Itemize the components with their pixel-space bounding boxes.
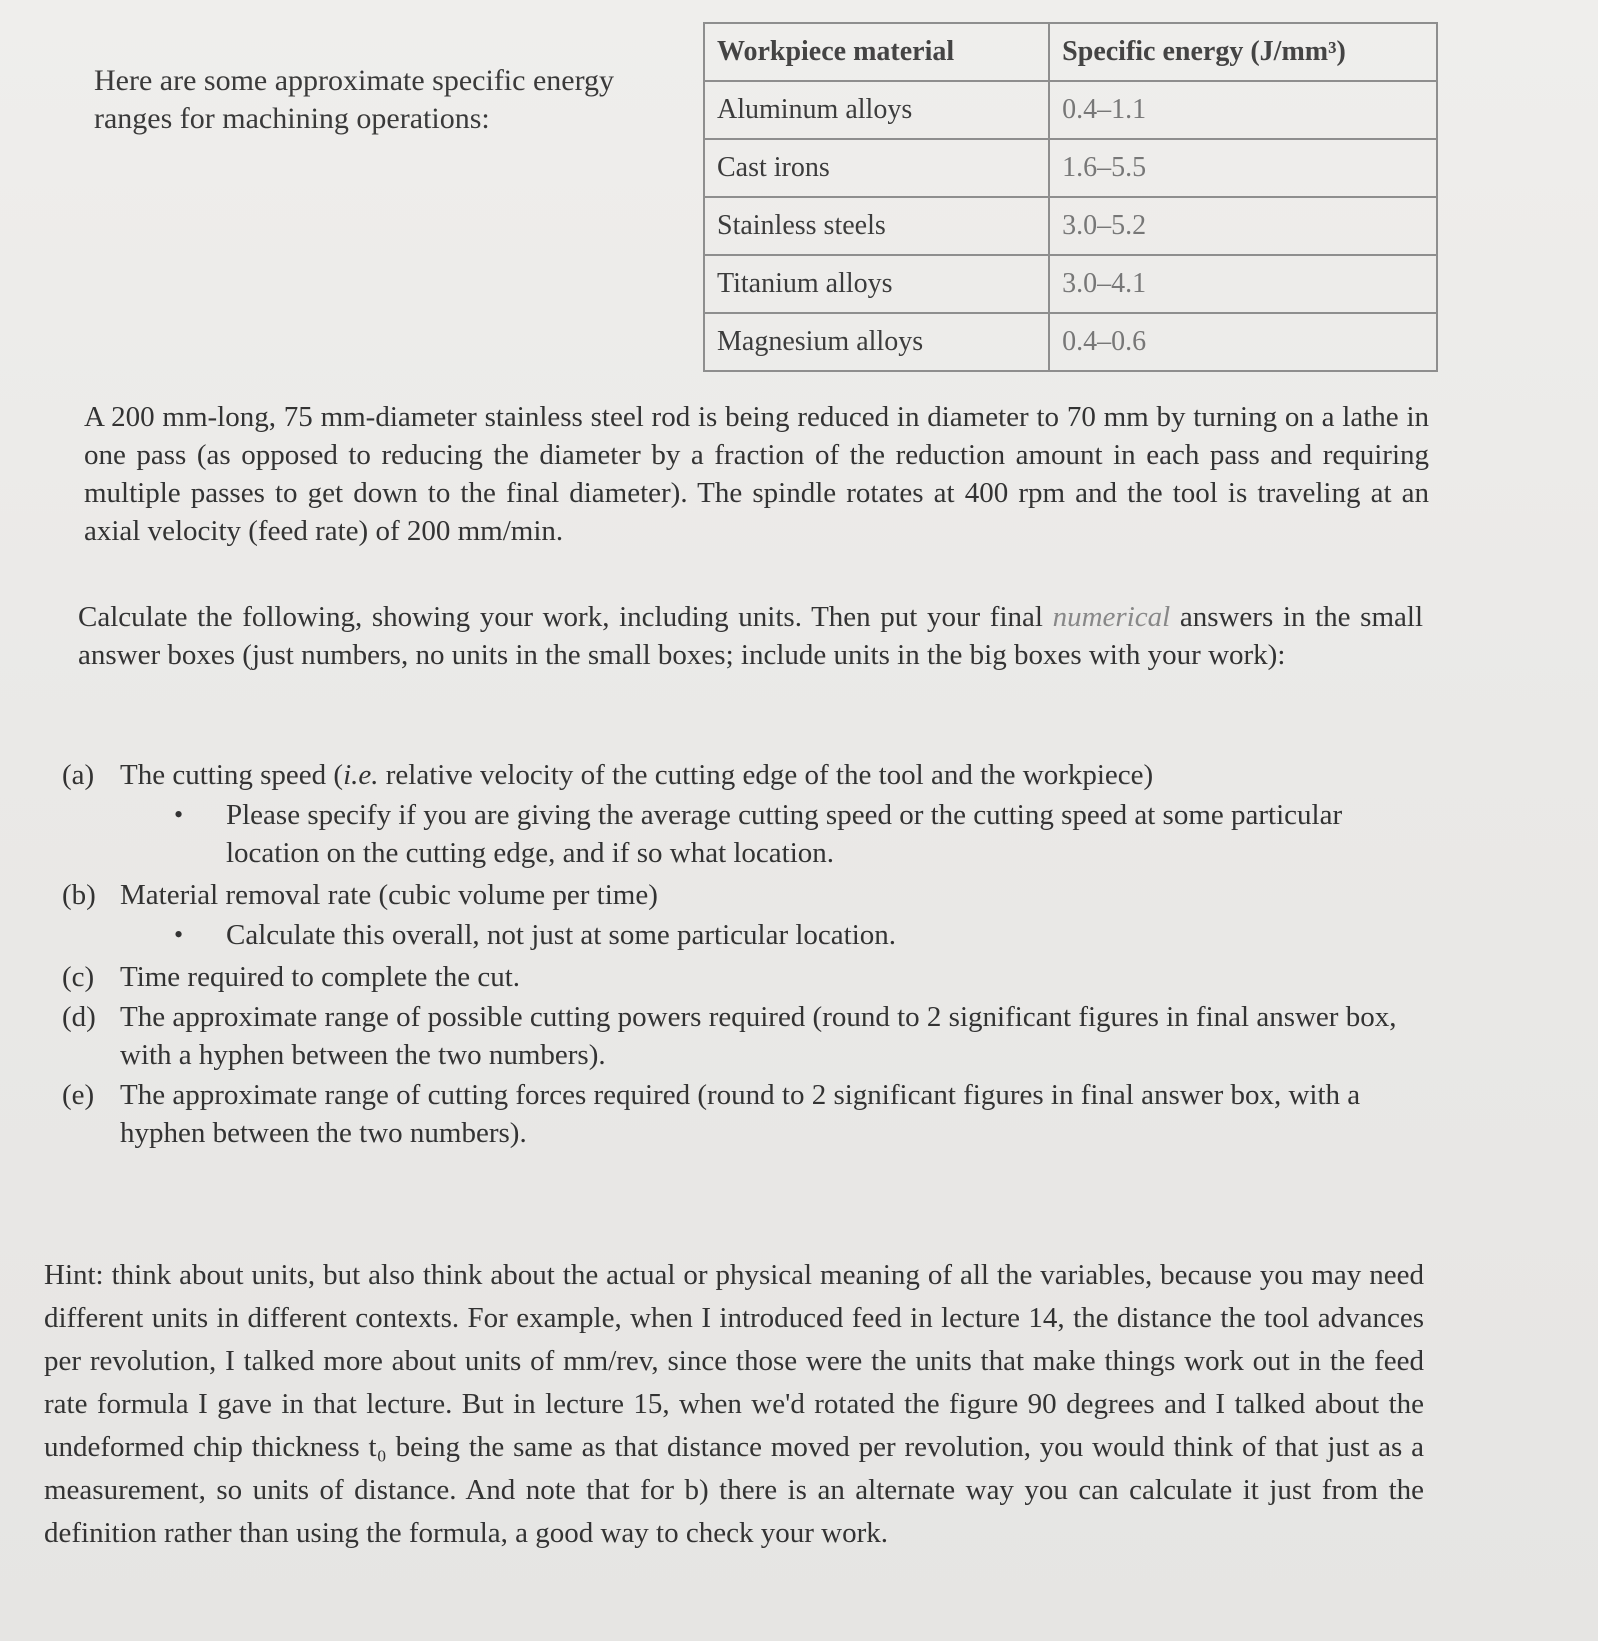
question-b: [62, 876, 1402, 914]
specific-energy-table: [703, 22, 1438, 372]
question-list: [62, 756, 1402, 1154]
instructions-text-before: Calculate the following, showing your work, including units. Then put your final: [78, 601, 1053, 633]
bullet-icon: •: [174, 920, 184, 949]
question-text-ie: i.e.: [343, 759, 379, 791]
table-row: [704, 313, 1437, 371]
table-cell-material: Titanium alloys: [704, 255, 1049, 313]
table-cell-material: Cast irons: [704, 139, 1049, 197]
table-header-row: [704, 23, 1437, 81]
question-a: [62, 756, 1402, 794]
table-cell-energy: 0.4–1.1: [1049, 81, 1437, 139]
question-text: [120, 756, 1402, 794]
question-b-bullet: [62, 916, 1402, 954]
problem-statement: A 200 mm-long, 75 mm-diameter stainless steel rod is being reduced in diameter to 70 mm by turning on a lathe in one pass (as opposed to reducing the diameter by a fraction of the reduction amount in each pass and requiring multiple passes to get down to the final diameter). The spindle rotates at 400 rpm and the tool is traveling at an axial velocity (feed rate) of 200 mm/min.: [84, 401, 1429, 547]
table-cell-material: Aluminum alloys: [704, 81, 1049, 139]
table-row: [704, 255, 1437, 313]
table-cell-energy: 3.0–5.2: [1049, 197, 1437, 255]
table-cell-energy: 1.6–5.5: [1049, 139, 1437, 197]
bullet-text: Calculate this overall, not just at some particular location.: [226, 919, 897, 951]
instructions-emphasis: numerical: [1052, 601, 1171, 633]
question-text: Time required to complete the cut.: [120, 961, 520, 993]
table-header-energy: Specific energy (J/mm³): [1049, 23, 1437, 81]
question-label: (a): [62, 759, 95, 791]
intro-text: Here are some approximate specific energy ranges for machining operations:: [94, 64, 615, 135]
question-text: Material removal rate (cubic volume per time): [120, 879, 658, 911]
table-cell-energy: 0.4–0.6: [1049, 313, 1437, 371]
hint-paragraph: Hint: think about units, but also think about the actual or physical meaning of all the variables, because you may need different units in different contexts. For example, when I introduced feed in lecture 14, the distance the tool advances per revolution, I talked more about units of mm/rev, since those were the units that make things work out in the feed rate formula I gave in that lecture. But in lecture 15, when we'd rotated the figure 90 degrees and I talked about the undeformed chip thickness t₀ being the same as that distance moved per revolution, you would think of that just as a measurement, so units of distance. And note that for b) there is an alternate way you can calculate it just from the definition rather than using the formula, a good way to check your work.: [44, 1259, 1424, 1549]
question-text-part: relative velocity of the cutting edge of the tool and the workpiece): [378, 759, 1154, 791]
table-cell-material: Stainless steels: [704, 197, 1049, 255]
question-label: (e): [62, 1079, 95, 1111]
question-e: [62, 1076, 1402, 1152]
question-a-bullet: [62, 796, 1402, 872]
instructions-paragraph: [78, 598, 1423, 674]
instructions-text-after: answers in the small answer boxes (just numbers, no units in the small boxes; include units in the big boxes with your work):: [78, 601, 1423, 671]
table-header-material: Workpiece material: [704, 23, 1049, 81]
question-label: (c): [62, 961, 95, 993]
bullet-icon: •: [174, 800, 184, 829]
table-cell-energy: 3.0–4.1: [1049, 255, 1437, 313]
question-c: [62, 958, 1402, 996]
table-row: [704, 81, 1437, 139]
question-label: (d): [62, 1001, 96, 1033]
question-text: The approximate range of cutting forces required (round to 2 significant figures in final answer box, with a hyphen between the two numbers).: [120, 1079, 1361, 1149]
question-d: [62, 998, 1402, 1074]
bullet-text: Please specify if you are giving the average cutting speed or the cutting speed at some particular location on the cutting edge, and if so what location.: [226, 799, 1343, 869]
question-text-part: The cutting speed (: [120, 759, 344, 791]
table-cell-material: Magnesium alloys: [704, 313, 1049, 371]
table-row: [704, 139, 1437, 197]
table-row: [704, 197, 1437, 255]
question-label: (b): [62, 879, 96, 911]
question-text: The approximate range of possible cutting powers required (round to 2 significant figures in final answer box, with a hyphen between the two numbers).: [120, 1001, 1397, 1071]
